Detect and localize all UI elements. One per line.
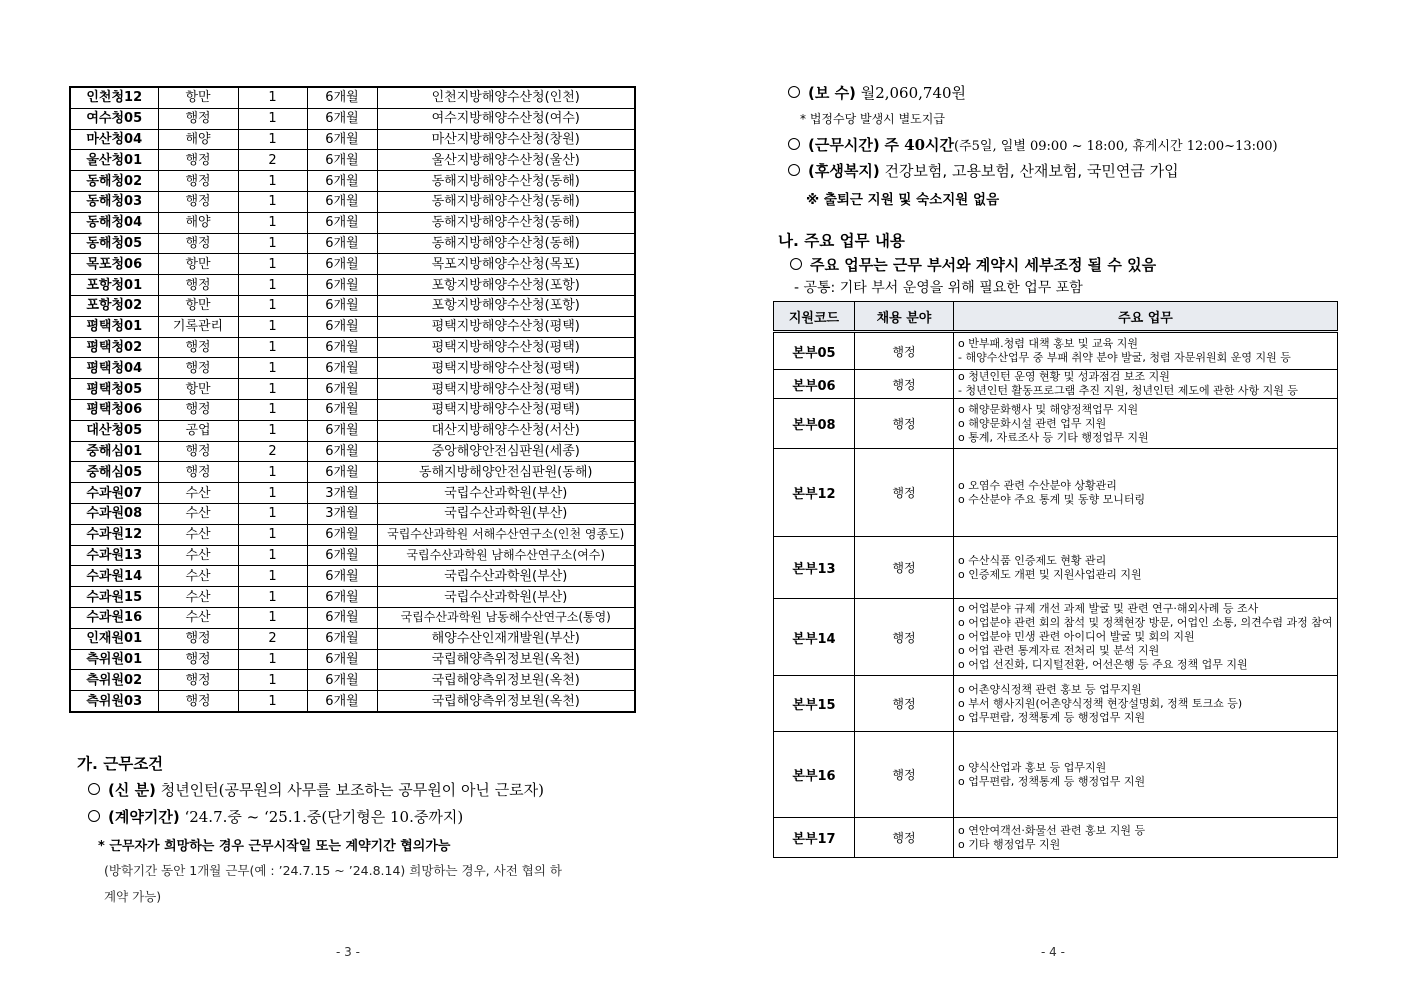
duty-description [954,399,1338,449]
duty-line: o 수산식품 인증제도 현황 관리 [958,553,1107,567]
table-row [70,191,635,212]
cell-count: 1 [238,358,307,379]
cell-period: 6개월 [307,191,377,212]
circle-bullet-icon [88,783,100,795]
cell-field: 행정 [158,171,238,192]
table-row [70,607,635,628]
cell-period: 6개월 [307,150,377,171]
duty-line: o 부서 행사지원(어촌양식정책 현장설명회, 정책 토크쇼 등) [958,696,1243,710]
cell-field: 항만 [158,295,238,316]
duty-code: 본부05 [774,332,855,370]
cell-code: 평택청02 [70,337,158,358]
duty-row [774,732,1338,818]
cell-count: 2 [238,628,307,649]
cell-field: 수산 [158,566,238,587]
cell-field: 행정 [158,150,238,171]
table-row [70,275,635,296]
table-row [70,316,635,337]
cell-count: 1 [238,462,307,483]
cell-office: 국립수산과학원 남해수산연구소(여수) [377,545,635,566]
cell-field: 행정 [158,191,238,212]
cell-period: 6개월 [307,379,377,400]
cell-period: 6개월 [307,691,377,712]
cell-code: 수과원15 [70,587,158,608]
duty-line: o 인증제도 개편 및 지원사업관리 지원 [958,567,1142,581]
period-label: (계약기간) [108,808,180,826]
duty-code: 본부13 [774,537,855,599]
cell-period: 3개월 [307,503,377,524]
pay-value: 월2,060,740원 [860,84,967,102]
cell-period: 6개월 [307,420,377,441]
period-value: ‘24.7.중 ~ ‘25.1.중(단기형은 10.중까지) [184,808,464,826]
duty-line: o 기타 행정업무 지원 [958,837,1061,851]
duty-line: o 통계, 자료조사 등 기타 행정업무 지원 [958,430,1149,444]
duty-row [774,676,1338,732]
duty-field: 행정 [855,332,954,370]
welfare-line [788,160,1179,181]
duty-intro: 주요 업무는 근무 부서와 계약시 세부조정 될 수 있음 [810,256,1157,274]
duty-code: 본부12 [774,449,855,537]
cell-office: 평택지방해양수산청(평택) [377,337,635,358]
duty-field: 행정 [855,599,954,676]
duty-intro-line [790,254,1156,275]
header-code: 지원코드 [774,302,855,332]
duty-row [774,449,1338,537]
circle-bullet-icon [88,810,100,822]
table-row [70,628,635,649]
status-value: 청년인턴(공무원의 사무를 보조하는 공무원이 아닌 근로자) [160,781,545,799]
table-row [70,254,635,275]
duty-code: 본부17 [774,818,855,858]
duty-line: o 어업분야 규제 개선 과제 발굴 및 관련 연구·해외사례 등 조사 [958,602,1259,615]
duty-description [954,370,1338,399]
cell-office: 동해지방해양수산청(동해) [377,233,635,254]
table-row [70,503,635,524]
cell-period: 6개월 [307,87,377,108]
cell-code: 포항청02 [70,295,158,316]
status-line [88,779,544,800]
cell-office: 동해지방해양수산청(동해) [377,191,635,212]
table-row [70,212,635,233]
duty-field: 행정 [855,818,954,858]
table-row [70,150,635,171]
duty-line: o 어업분야 민생 관련 아이디어 발굴 및 회의 지원 [958,630,1195,643]
welfare-label: (후생복지) [808,162,880,180]
cell-count: 1 [238,379,307,400]
cell-count: 1 [238,670,307,691]
hours-label: (근무시간) [808,136,880,154]
table-row [70,566,635,587]
cell-code: 동해청04 [70,212,158,233]
duty-code: 본부15 [774,676,855,732]
cell-office: 평택지방해양수산청(평택) [377,379,635,400]
cell-field: 수산 [158,524,238,545]
table-row [70,87,635,108]
cell-code: 수과원08 [70,503,158,524]
cell-code: 측위원03 [70,691,158,712]
cell-code: 수과원07 [70,483,158,504]
duty-line: o 반부패.청렴 대책 홍보 및 교육 지원 [958,337,1138,350]
duty-row [774,818,1338,858]
table-row [70,129,635,150]
cell-code: 측위원01 [70,649,158,670]
positions-table [69,86,636,713]
cell-office: 국립수산과학원 남동해수산연구소(통영) [377,607,635,628]
duty-line: o 어촌양식정책 관련 홍보 등 업무지원 [958,682,1142,696]
cell-office: 국립해양측위정보원(옥천) [377,649,635,670]
cell-office: 평택지방해양수산청(평택) [377,399,635,420]
hours-detail: (주5일, 일별 09:00 ~ 18:00, 휴게시간 12:00~13:00) [954,139,1278,154]
table-row [70,233,635,254]
cell-code: 대산청05 [70,420,158,441]
cell-count: 1 [238,254,307,275]
duty-row [774,599,1338,676]
duty-description [954,537,1338,599]
cell-count: 1 [238,212,307,233]
duty-line: o 해양문화시설 관련 업무 지원 [958,416,1107,430]
cell-code: 인재원01 [70,628,158,649]
cell-period: 6개월 [307,524,377,545]
cell-period: 6개월 [307,295,377,316]
duty-code: 본부16 [774,732,855,818]
cell-office: 동해지방해양수산청(동해) [377,171,635,192]
duty-row [774,370,1338,399]
cell-field: 행정 [158,649,238,670]
cell-count: 1 [238,399,307,420]
page-number: - 4 - [1041,945,1065,959]
duty-row [774,332,1338,370]
duty-line: o 어업 관련 통계자료 전처리 및 분석 지원 [958,644,1160,657]
duty-field: 행정 [855,399,954,449]
cell-period: 3개월 [307,483,377,504]
cell-count: 1 [238,87,307,108]
duty-code: 본부14 [774,599,855,676]
table-row [70,670,635,691]
cell-code: 포항청01 [70,275,158,296]
cell-office: 국립해양측위정보원(옥천) [377,691,635,712]
cell-code: 중해심05 [70,462,158,483]
cell-code: 동해청05 [70,233,158,254]
duty-line: - 해양수산업무 중 부패 취약 분야 발굴, 청렴 자문위원회 운영 지원 등 [958,351,1291,364]
cell-code: 마산청04 [70,129,158,150]
cell-office: 마산지방해양수산청(창원) [377,129,635,150]
welfare-value: 건강보험, 고용보험, 산재보험, 국민연금 가입 [884,162,1179,180]
cell-office: 포항지방해양수산청(포항) [377,275,635,296]
cell-office: 국립수산과학원(부산) [377,503,635,524]
cell-period: 6개월 [307,566,377,587]
cell-field: 수산 [158,587,238,608]
page-number: - 3 - [336,945,360,959]
cell-code: 수과원14 [70,566,158,587]
duty-description [954,818,1338,858]
cell-code: 여수청05 [70,108,158,129]
cell-code: 수과원13 [70,545,158,566]
cell-field: 행정 [158,670,238,691]
duty-line: o 어업 선진화, 디지털전환, 어선은행 등 주요 정책 업무 지원 [958,658,1248,671]
cell-office: 동해지방해양수산청(동해) [377,212,635,233]
table-row [70,587,635,608]
cell-period: 6개월 [307,587,377,608]
duty-description [954,732,1338,818]
cell-code: 측위원02 [70,670,158,691]
cell-field: 수산 [158,503,238,524]
cell-period: 6개월 [307,108,377,129]
cell-count: 1 [238,337,307,358]
cell-field: 행정 [158,691,238,712]
cell-field: 수산 [158,483,238,504]
duty-line: o 청년인턴 운영 현황 및 성과점검 보조 지원 [958,370,1170,383]
cell-code: 인천청12 [70,87,158,108]
page-3 [0,0,700,992]
cell-field: 해양 [158,129,238,150]
cell-count: 1 [238,649,307,670]
cell-count: 1 [238,233,307,254]
cell-count: 1 [238,545,307,566]
cell-count: 1 [238,108,307,129]
pay-note: * 법정수당 발생시 별도지급 [800,112,945,126]
cell-count: 1 [238,483,307,504]
cell-period: 6개월 [307,607,377,628]
table-row [70,691,635,712]
table-row [70,108,635,129]
cell-count: 1 [238,607,307,628]
cell-field: 행정 [158,399,238,420]
cell-period: 6개월 [307,275,377,296]
cell-period: 6개월 [307,545,377,566]
duty-line: - 청년인턴 활동프로그램 추진 지원, 청년인턴 제도에 관한 사항 지원 등 [958,384,1298,397]
note-vacation: (방학기간 동안 1개월 근무(예 : ’24.7.15 ~ ’24.8.14) 희망하는 경우, 사전 협의 하 [104,863,562,878]
cell-office: 울산지방해양수산청(울산) [377,150,635,171]
cell-count: 1 [238,171,307,192]
cell-count: 1 [238,524,307,545]
cell-office: 인천지방해양수산청(인천) [377,87,635,108]
duty-field: 행정 [855,732,954,818]
table-row [70,358,635,379]
duty-line: o 업무편람, 정책통계 등 행정업무 지원 [958,710,1146,724]
table-row [70,649,635,670]
duty-common: - 공통: 기타 부서 운영을 위해 필요한 업무 포함 [794,280,1083,296]
duty-description [954,676,1338,732]
table-row [70,399,635,420]
circle-bullet-icon [788,86,800,98]
header-duties: 주요 업무 [954,302,1338,332]
cell-period: 6개월 [307,337,377,358]
pay-label: (보 수) [808,84,856,102]
duty-line: o 양식산업과 홍보 등 업무지원 [958,760,1107,774]
cell-code: 수과원12 [70,524,158,545]
cell-field: 행정 [158,108,238,129]
cell-count: 2 [238,441,307,462]
table-row [70,441,635,462]
cell-code: 평택청01 [70,316,158,337]
cell-field: 행정 [158,441,238,462]
cell-code: 중해심01 [70,441,158,462]
cell-field: 항만 [158,379,238,400]
cell-count: 1 [238,191,307,212]
cell-period: 6개월 [307,649,377,670]
table-row [70,545,635,566]
cell-code: 평택청06 [70,399,158,420]
table-row [70,462,635,483]
table-row [70,337,635,358]
duty-field: 행정 [855,449,954,537]
cell-office: 해양수산인재개발원(부산) [377,628,635,649]
cell-period: 6개월 [307,462,377,483]
duty-line: o 오염수 관련 수산분야 상황관리 [958,478,1117,492]
table-row [70,379,635,400]
cell-period: 6개월 [307,441,377,462]
welfare-note: ※ 출퇴근 지원 및 숙소지원 없음 [806,192,1000,208]
cell-office: 포항지방해양수산청(포항) [377,295,635,316]
cell-field: 행정 [158,233,238,254]
cell-code: 목포청06 [70,254,158,275]
cell-period: 6개월 [307,358,377,379]
cell-code: 동해청03 [70,191,158,212]
duty-line: o 연안여객선·화물선 관련 홍보 지원 등 [958,823,1146,837]
cell-office: 국립수산과학원(부산) [377,587,635,608]
page-4 [702,0,1403,992]
duty-row [774,399,1338,449]
cell-office: 동해지방해양안전심판원(동해) [377,462,635,483]
cell-field: 행정 [158,628,238,649]
cell-field: 수산 [158,545,238,566]
duty-code: 본부08 [774,399,855,449]
cell-office: 국립수산과학원(부산) [377,566,635,587]
hours-line [788,134,1278,155]
cell-code: 평택청04 [70,358,158,379]
cell-period: 6개월 [307,399,377,420]
positions-table-body [70,87,635,712]
cell-office: 평택지방해양수산청(평택) [377,358,635,379]
cell-count: 1 [238,129,307,150]
hours-value: 주 40시간 [884,136,955,154]
duty-description [954,332,1338,370]
duty-code: 본부06 [774,370,855,399]
cell-period: 6개월 [307,316,377,337]
cell-code: 수과원16 [70,607,158,628]
cell-office: 국립수산과학원 서해수산연구소(인천 영종도) [377,524,635,545]
cell-period: 6개월 [307,171,377,192]
table-row [70,420,635,441]
cell-count: 1 [238,420,307,441]
cell-field: 수산 [158,607,238,628]
circle-bullet-icon [790,258,802,270]
cell-count: 1 [238,691,307,712]
cell-period: 6개월 [307,129,377,150]
cell-field: 공업 [158,420,238,441]
cell-office: 국립수산과학원(부산) [377,483,635,504]
cell-code: 평택청05 [70,379,158,400]
cell-office: 중앙해양안전심판원(세종) [377,441,635,462]
cell-field: 해양 [158,212,238,233]
duty-field: 행정 [855,676,954,732]
cell-period: 6개월 [307,212,377,233]
duty-line: o 수산분야 주요 통계 및 동향 모니터링 [958,492,1146,506]
cell-field: 기록관리 [158,316,238,337]
cell-office: 여수지방해양수산청(여수) [377,108,635,129]
section-title-duties: 나. 주요 업무 내용 [778,232,905,250]
cell-count: 1 [238,295,307,316]
header-field: 채용 분야 [855,302,954,332]
cell-count: 1 [238,587,307,608]
table-row [70,295,635,316]
cell-office: 목포지방해양수산청(목포) [377,254,635,275]
cell-field: 행정 [158,462,238,483]
cell-count: 1 [238,503,307,524]
duty-row [774,537,1338,599]
table-row [70,171,635,192]
cell-period: 6개월 [307,670,377,691]
duty-line: o 해양문화행사 및 해양정책업무 지원 [958,402,1139,416]
table-row [70,524,635,545]
cell-office: 대산지방해양수산청(서산) [377,420,635,441]
circle-bullet-icon [788,164,800,176]
cell-count: 2 [238,150,307,171]
duty-field: 행정 [855,537,954,599]
cell-period: 6개월 [307,254,377,275]
cell-office: 평택지방해양수산청(평택) [377,316,635,337]
cell-field: 행정 [158,358,238,379]
pay-line [788,82,966,103]
cell-code: 울산청01 [70,150,158,171]
circle-bullet-icon [788,138,800,150]
cell-count: 1 [238,316,307,337]
cell-field: 항만 [158,87,238,108]
cell-field: 행정 [158,275,238,296]
period-line [88,806,463,827]
note-vacation-cont: 계약 가능) [104,889,162,904]
section-title-conditions: 가. 근무조건 [77,755,164,773]
duty-line: o 업무편람, 정책통계 등 행정업무 지원 [958,774,1146,788]
duty-table-body [774,332,1338,858]
duty-description [954,599,1338,676]
duty-line: o 어업분야 관련 회의 참석 및 정책현장 방문, 어업인 소통, 의견수렴 과정 참여 [958,616,1333,629]
duty-field: 행정 [855,370,954,399]
cell-code: 동해청02 [70,171,158,192]
cell-count: 1 [238,566,307,587]
status-label: (신 분) [108,781,156,799]
cell-period: 6개월 [307,233,377,254]
cell-office: 국립해양측위정보원(옥천) [377,670,635,691]
duty-description [954,449,1338,537]
cell-field: 항만 [158,254,238,275]
duty-table [773,301,1338,858]
cell-field: 행정 [158,337,238,358]
note-consult: * 근무자가 희망하는 경우 근무시작일 또는 계약기간 협의가능 [98,839,451,854]
table-row [70,483,635,504]
cell-period: 6개월 [307,628,377,649]
cell-count: 1 [238,275,307,296]
